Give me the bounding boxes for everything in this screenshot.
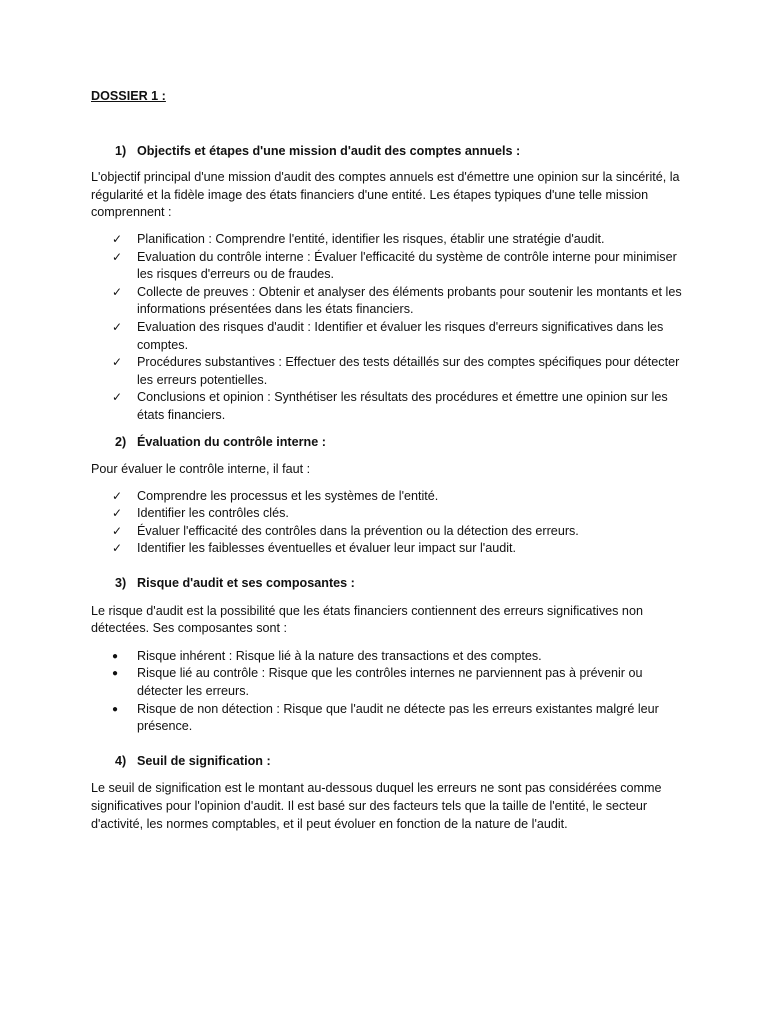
section-number: 4) (115, 753, 127, 768)
list-item: ✓ Évaluer l'efficacité des contrôles dans la prévention ou la détection des erreurs. (91, 523, 682, 541)
section-body: Le seuil de signification est le montant au-dessous duquel les erreurs ne sont pas considérées comme significatives pour l'opinion d'audit. Il est basé sur des facteurs tels que la taille de l'entité, le secteur d'activité, les normes comptables, et il peut évoluer en fonction de la nature de l'audit. (91, 781, 662, 831)
checkmark-icon: ✓ (112, 249, 123, 264)
section-seuil (91, 753, 682, 833)
list-item: ✓ Planification : Comprendre l'entité, identifier les risques, établir une stratégie d'audit. (91, 231, 682, 249)
list-item: ✓ Collecte de preuves : Obtenir et analyser des éléments probants pour soutenir les montants et les informations présentées dans les états financiers. (91, 284, 682, 319)
section-heading (91, 434, 682, 452)
checkmark-icon: ✓ (112, 541, 123, 556)
section-title: Risque d'audit et ses composantes : (137, 576, 355, 591)
list-item: ✓ Identifier les contrôles clés. (91, 505, 682, 523)
section-objectifs (91, 143, 682, 425)
checkmark-icon: ✓ (112, 523, 123, 538)
list-item: ✓ Conclusions et opinion : Synthétiser les résultats des procédures et émettre une opinion sur les états financiers. (91, 389, 682, 424)
checkmark-icon: ✓ (112, 488, 123, 503)
list-item: ✓ Evaluation du contrôle interne : Évaluer l'efficacité du système de contrôle interne pour minimiser les risques d'erreurs ou de fraudes. (91, 249, 682, 284)
section-title: Évaluation du contrôle interne : (137, 434, 326, 449)
list-item: ✓ Identifier les faiblesses éventuelles et évaluer leur impact sur l'audit. (91, 540, 682, 558)
section-number: 3) (115, 576, 127, 591)
section-risque-audit (91, 575, 682, 736)
list-item: ✓ Procédures substantives : Effectuer des tests détaillés sur des comptes spécifiques pour détecter les erreurs potentielles. (91, 354, 682, 389)
list-item: ✓ Comprendre les processus et les systèmes de l'entité. (91, 488, 682, 506)
section-intro: L'objectif principal d'une mission d'audit des comptes annuels est d'émettre une opinion sur la sincérité, la régularité et la fidèle image des états financiers d'une entité. Les étapes typiques d'une telle mission comprennent : (91, 170, 680, 220)
checklist (91, 488, 682, 558)
checkmark-icon: ✓ (112, 355, 123, 370)
list-item: ● Risque de non détection : Risque que l'audit ne détecte pas les erreurs existantes malgré leur présence. (91, 701, 682, 736)
checkmark-icon: ✓ (112, 231, 123, 246)
checkmark-icon: ✓ (112, 390, 123, 405)
section-title: Seuil de signification : (137, 753, 271, 768)
checkmark-icon: ✓ (112, 319, 123, 334)
checklist (91, 231, 682, 425)
section-heading (91, 575, 682, 593)
bullet-list (91, 648, 682, 736)
section-intro: Pour évaluer le contrôle interne, il faut : (91, 462, 311, 477)
checkmark-icon: ✓ (112, 506, 123, 521)
document-title: DOSSIER 1 : (91, 89, 166, 103)
list-item: ● Risque lié au contrôle : Risque que les contrôles internes ne parviennent pas à prévenir ou détecter les erreurs. (91, 665, 682, 700)
section-number: 2) (115, 434, 127, 449)
bullet-icon: ● (112, 703, 119, 715)
section-controle-interne (91, 434, 682, 559)
section-title: Objectifs et étapes d'une mission d'audit des comptes annuels : (137, 143, 521, 158)
bullet-icon: ● (112, 650, 119, 662)
bullet-icon: ● (112, 668, 119, 680)
section-intro: Le risque d'audit est la possibilité que les états financiers contiennent des erreurs significatives non détectées. Ses composantes sont : (91, 603, 643, 636)
list-item: ✓ Evaluation des risques d'audit : Identifier et évaluer les risques d'erreurs significatives dans les comptes. (91, 319, 682, 354)
list-item: ● Risque inhérent : Risque lié à la nature des transactions et des comptes. (91, 648, 682, 666)
section-heading (91, 143, 682, 161)
checkmark-icon: ✓ (112, 284, 123, 299)
section-number: 1) (115, 143, 127, 158)
section-heading (91, 753, 682, 771)
